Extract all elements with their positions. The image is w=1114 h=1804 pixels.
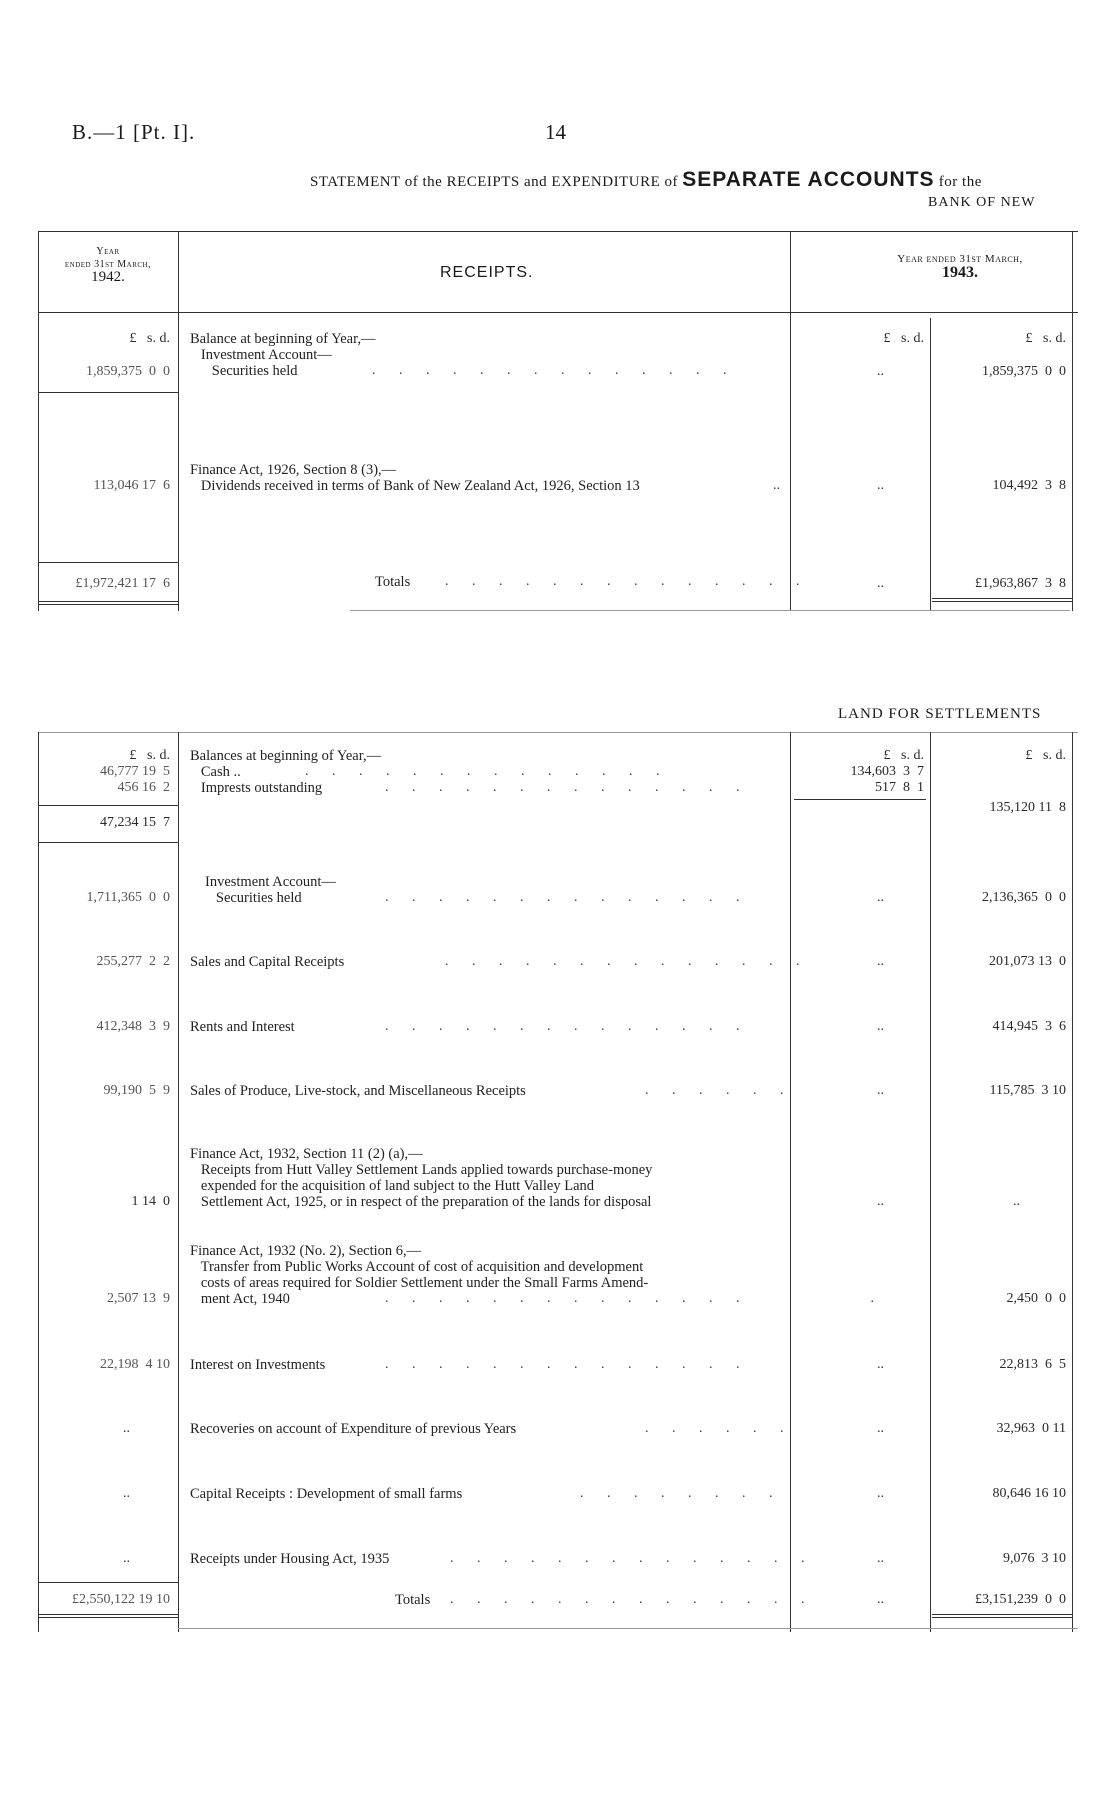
rule <box>930 318 931 611</box>
col-header-1942-line2: ended 31st March, <box>64 259 152 270</box>
label-line: Investment Account— <box>205 874 336 890</box>
prev-year-amount: 2,507 13 9 <box>107 1291 170 1306</box>
currency-header: £ s. d. <box>883 331 924 346</box>
total-amount: .. <box>1013 1194 1020 1209</box>
detail-amount: .. <box>877 478 884 493</box>
rule <box>350 610 1070 611</box>
rule <box>178 231 179 611</box>
detail-amount: .. <box>877 1551 884 1566</box>
leader-dots: . . . . . . . . . . . . . . <box>445 954 810 969</box>
detail-amount: .. <box>877 364 884 379</box>
totals-label: Totals <box>375 574 411 590</box>
total-amount: 135,120 11 8 <box>989 800 1066 815</box>
detail-amount: .. <box>877 1019 884 1034</box>
rule <box>790 732 791 1632</box>
rule <box>932 1614 1072 1618</box>
rule <box>38 231 39 611</box>
total-amount: 9,076 3 10 <box>1003 1551 1066 1566</box>
prev-year-amount: .. <box>123 1421 130 1436</box>
table-row-label: Receipts under Housing Act, 1935 <box>190 1551 390 1567</box>
detail-amount: .. <box>877 1592 884 1607</box>
prev-year-amount: 412,348 3 9 <box>96 1019 170 1034</box>
col-header-1943-year: 1943. <box>942 264 978 281</box>
currency-header: £ s. d. <box>883 748 924 763</box>
rule <box>38 1582 178 1583</box>
prev-cash-amount: 46,777 19 5 <box>100 764 170 779</box>
label-line: ment Act, 1940 <box>190 1291 290 1307</box>
prev-year-amount: 255,277 2 2 <box>96 954 170 969</box>
label-line: Finance Act, 1932, Section 11 (2) (a),— <box>190 1146 423 1162</box>
detail-imprests-amount: 517 8 1 <box>875 780 924 795</box>
prev-year-amount: .. <box>123 1486 130 1501</box>
rule <box>38 231 1078 232</box>
prev-year-amount: 22,198 4 10 <box>100 1357 170 1372</box>
total-amount: 1,859,375 0 0 <box>982 364 1066 379</box>
label-line: Finance Act, 1926, Section 8 (3),— <box>190 462 397 478</box>
statement-title <box>310 168 982 192</box>
prev-year-amount: .. <box>123 1551 130 1566</box>
col-header-1942-line1: Year <box>96 246 120 257</box>
detail-amount: .. <box>877 1486 884 1501</box>
currency-header: £ s. d. <box>129 748 170 763</box>
label-line: Receipts from Hutt Valley Settlement Lands applied towards purchase-money <box>190 1162 653 1178</box>
leader-dots: . . . . . . . . . . . . . . <box>385 780 750 795</box>
total-amount: 115,785 3 10 <box>989 1083 1066 1098</box>
rule <box>930 732 931 1632</box>
table-row-label: Interest on Investments <box>190 1357 326 1373</box>
land-table-title: LAND FOR SETTLEMENTS <box>838 706 1042 722</box>
rule <box>794 799 926 800</box>
rule <box>38 562 178 563</box>
detail-cash-amount: 134,603 3 7 <box>850 764 924 779</box>
totals-label: Totals <box>395 1592 431 1608</box>
label-line: Imprests outstanding <box>190 780 323 796</box>
rule <box>790 231 791 611</box>
leader-dots: . . . . . . <box>645 1083 794 1098</box>
prev-opening-total: 47,234 15 7 <box>100 815 170 830</box>
rule <box>178 732 179 1632</box>
title-emphasis: SEPARATE ACCOUNTS <box>682 168 935 191</box>
label-line: Securities held <box>205 890 302 906</box>
label-line: Balance at beginning of Year,— <box>190 331 376 347</box>
detail-amount: .. <box>877 890 884 905</box>
rule <box>932 598 1072 602</box>
prev-year-amount: 1 14 0 <box>131 1194 170 1209</box>
leader-dots: . . . . . . . . . . . . . . <box>305 764 670 779</box>
table-row-label <box>190 462 640 494</box>
table-row-label: Recoveries on account of Expenditure of previous Years <box>190 1421 517 1437</box>
table-row-label <box>205 874 336 906</box>
prev-year-amount: 1,711,365 0 0 <box>86 890 170 905</box>
detail-amount: .. <box>877 1421 884 1436</box>
label-line: Transfer from Public Works Account of cost of acquisition and development <box>190 1259 644 1275</box>
total-amount: 201,073 13 0 <box>989 954 1066 969</box>
detail-amount: . <box>870 1291 874 1306</box>
label-line: Investment Account— <box>190 347 332 363</box>
table-row-label: Capital Receipts : Development of small farms <box>190 1486 463 1502</box>
col-header-1942-year: 1942. <box>91 269 125 285</box>
rule <box>178 1628 1078 1629</box>
rule <box>38 1614 178 1618</box>
table-row-label <box>190 1146 652 1210</box>
total-amount: 2,136,365 0 0 <box>982 890 1066 905</box>
rule <box>38 732 39 1632</box>
leader-dots: . . . . . . . . . . . . . . <box>372 363 737 378</box>
rule <box>38 392 178 393</box>
rule <box>38 732 1078 733</box>
leader-dots: . . . . . . . . . . . . . . <box>385 890 750 905</box>
label-line: Dividends received in terms of Bank of New Zealand Act, 1926, Section 13 <box>190 478 640 494</box>
document-reference: B.—1 [Pt. I]. <box>72 120 196 144</box>
total-amount: 2,450 0 0 <box>1006 1291 1066 1306</box>
table-row-label: Sales and Capital Receipts <box>190 954 345 970</box>
rule <box>38 312 1078 313</box>
detail-amount: .. <box>877 1194 884 1209</box>
total-amount: 104,492 3 8 <box>992 478 1066 493</box>
label-line: Securities held <box>190 363 298 379</box>
page-number: 14 <box>545 120 566 144</box>
label-line: costs of areas required for Soldier Settlement under the Small Farms Amend- <box>190 1275 649 1291</box>
currency-header: £ s. d. <box>1025 331 1066 346</box>
label-line: Finance Act, 1932 (No. 2), Section 6,— <box>190 1243 422 1259</box>
leader-dots: . . . . . . . . . . . . . . <box>450 1551 815 1566</box>
rule <box>1072 732 1073 1632</box>
leader-dots: . . . . . . . . . . . . . . <box>445 574 810 589</box>
leader-dots: . . . . . . . . . . . . . . <box>385 1291 750 1306</box>
label-line: Settlement Act, 1925, or in respect of the preparation of the lands for disposal <box>190 1194 652 1210</box>
rule <box>38 842 178 843</box>
prev-year-amount: 113,046 17 6 <box>93 478 170 493</box>
rule <box>38 805 178 806</box>
title-continuation: BANK OF NEW <box>928 195 1036 210</box>
label-line: Balances at beginning of Year,— <box>190 748 382 764</box>
prev-imprests-amount: 456 16 2 <box>117 780 170 795</box>
currency-header: £ s. d. <box>1025 748 1066 763</box>
prev-year-total: £1,972,421 17 6 <box>75 576 170 591</box>
col-header-1942 <box>38 245 178 285</box>
prev-year-amount: 1,859,375 0 0 <box>86 364 170 379</box>
detail-amount: .. <box>877 954 884 969</box>
total-amount: £3,151,239 0 0 <box>975 1592 1066 1607</box>
detail-amount: .. <box>877 576 884 591</box>
total-amount: 414,945 3 6 <box>992 1019 1066 1034</box>
label-line: expended for the acquisition of land subject to the Hutt Valley Land <box>190 1178 595 1194</box>
title-suffix: for the <box>938 174 982 190</box>
label-line: Cash .. <box>190 764 241 780</box>
leader-dots: . . . . . . . . . . . . . . <box>450 1592 815 1607</box>
prev-year-total: £2,550,122 19 10 <box>72 1592 170 1607</box>
table-row-label: Sales of Produce, Live-stock, and Miscellaneous Receipts <box>190 1083 526 1099</box>
prev-year-amount: 99,190 5 9 <box>103 1083 170 1098</box>
leader-dots: . . . . . . <box>645 1421 794 1436</box>
leader-dots: .. <box>773 478 780 493</box>
detail-amount: .. <box>877 1083 884 1098</box>
total-amount: 32,963 0 11 <box>996 1421 1066 1436</box>
leader-dots: . . . . . . . . . . . . . . <box>385 1357 750 1372</box>
total-amount: 80,646 16 10 <box>992 1486 1066 1501</box>
total-amount: 22,813 6 5 <box>999 1357 1066 1372</box>
col-header-receipts: RECEIPTS. <box>440 264 534 281</box>
rule <box>1072 231 1073 611</box>
rule <box>38 601 178 605</box>
table-row-label: Rents and Interest <box>190 1019 295 1035</box>
leader-dots: . . . . . . . . <box>580 1486 783 1501</box>
col-header-1943-line1: Year ended 31st March, <box>897 253 1023 265</box>
detail-amount: .. <box>877 1357 884 1372</box>
total-amount: £1,963,867 3 8 <box>975 576 1066 591</box>
leader-dots: . . . . . . . . . . . . . . <box>385 1019 750 1034</box>
title-prefix: STATEMENT of the RECEIPTS and EXPENDITURE of <box>310 174 678 190</box>
col-header-1943 <box>840 253 1080 281</box>
table-row-label <box>190 331 375 379</box>
currency-header: £ s. d. <box>129 331 170 346</box>
